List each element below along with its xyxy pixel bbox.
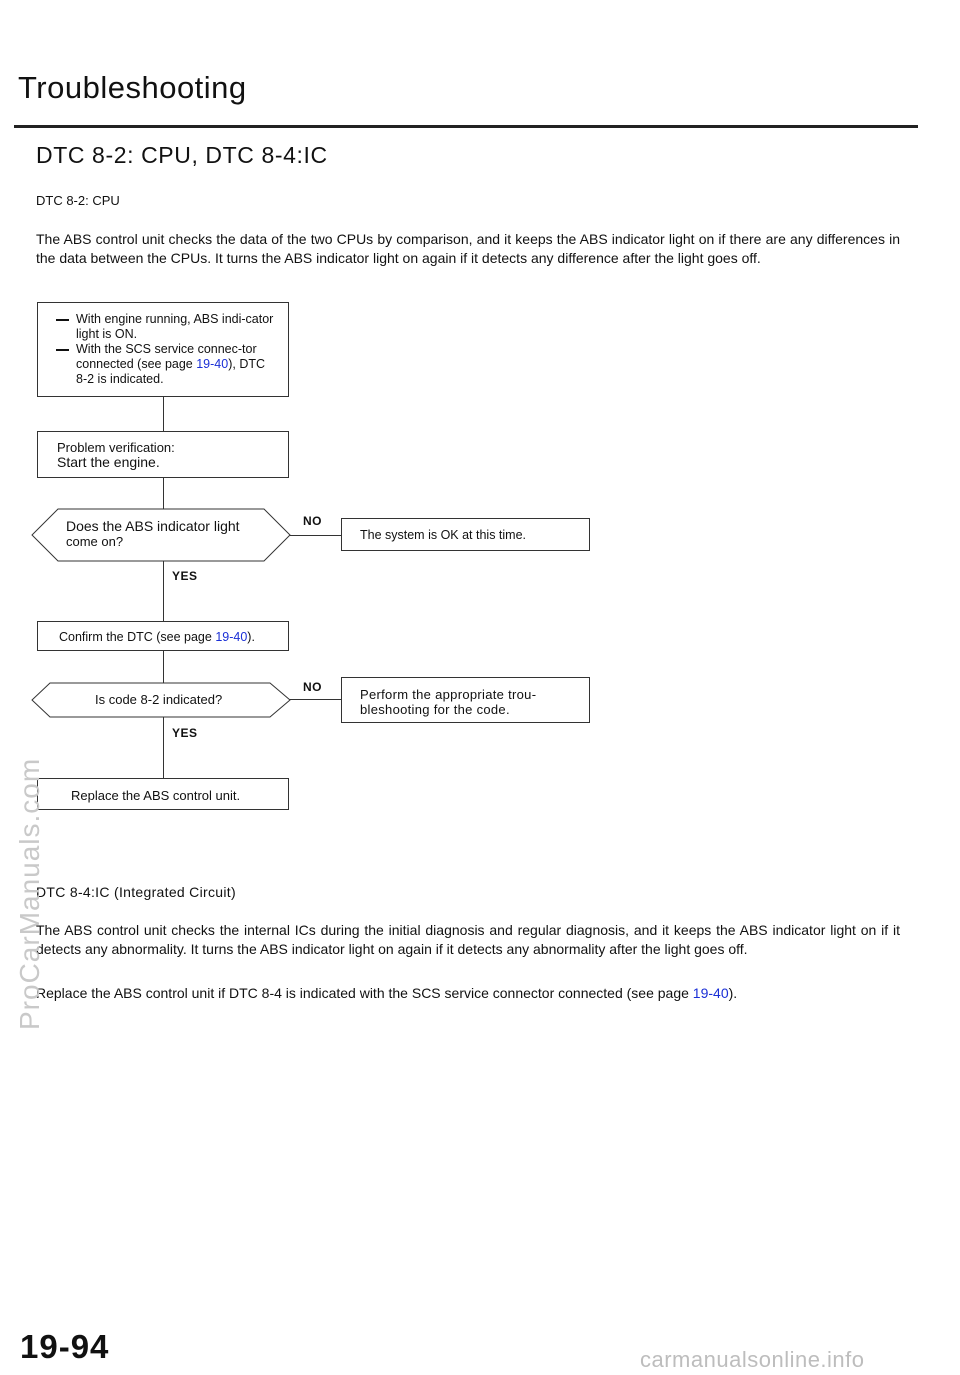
appropriate-troubleshooting-box (341, 677, 590, 723)
replace-unit-box (37, 778, 289, 810)
no-label-2: NO (303, 680, 322, 694)
start-condition-2-tail: ), DTC 8-2 is indicated. (76, 357, 266, 386)
dtc-8-4-label: DTC 8-4:IC (Integrated Circuit) (36, 884, 236, 900)
confirm-dtc-box (37, 621, 289, 651)
dtc-8-2-description: The ABS control unit checks the data of the two CPUs by comparison, and it keeps the ABS indicator light on if there are any differences in the data between the CPUs. It turns the ABS indicator light on again if it detects any difference after the light goes off. (36, 231, 900, 266)
start-condition-1: With engine running, ABS indi-cator light is ON. (56, 312, 278, 342)
flow-connector (163, 478, 164, 511)
page-number: 19-94 (20, 1328, 110, 1365)
start-condition-2 (56, 342, 278, 387)
decision-question-1-line1: Does the ABS indicator light (66, 518, 240, 534)
appropriate-troubleshooting-text: Perform the appropriate trou-bleshooting for the code. (360, 687, 537, 717)
start-condition-2-text: With the SCS service connec-tor connected (see page (76, 342, 257, 371)
problem-verification-box (37, 431, 289, 478)
dtc-8-4-description: The ABS control unit checks the internal ICs during the initial diagnosis and regular diagnosis, and it keeps the ABS indicator light on if it detects any abnormality. It turns the ABS indicator light on again if it detects any abnormality after the light goes off. (36, 922, 900, 957)
yes-label-2: YES (172, 726, 198, 740)
confirm-dtc-tail: ). (247, 630, 255, 644)
replace-unit-text: Replace the ABS control unit. (71, 788, 241, 803)
flow-connector (163, 397, 164, 431)
confirm-dtc-text: Confirm the DTC (see page (59, 630, 216, 644)
flow-connector (163, 717, 164, 778)
page-link-19-40[interactable]: 19-40 (692, 985, 729, 1001)
replace-instruction-tail: ). (728, 985, 738, 1001)
flow-connector (289, 535, 341, 536)
dtc-8-4-replace-instruction (36, 984, 900, 1003)
watermark-left: ProCarManuals.com (14, 757, 45, 1030)
decision-question-2: Is code 8-2 indicated? (95, 692, 223, 707)
no-label-1: NO (303, 514, 322, 528)
decision-question-1-line2: come on? (66, 534, 124, 549)
page-link-19-40[interactable]: 19-40 (215, 630, 248, 644)
page-title: Troubleshooting (18, 70, 247, 105)
system-ok-text: The system is OK at this time. (360, 528, 527, 542)
watermark-bottom: carmanualsonline.info (640, 1347, 865, 1372)
yes-label-1: YES (172, 569, 198, 583)
title-divider (14, 125, 918, 128)
flow-connector (289, 699, 341, 700)
system-ok-box (341, 518, 590, 551)
flow-connector (163, 561, 164, 621)
flow-connector (163, 651, 164, 684)
decision-question-1 (66, 518, 240, 550)
verification-label: Problem verification: (57, 440, 175, 455)
dtc-8-2-label: DTC 8-2: CPU (36, 193, 120, 208)
page-link-19-40[interactable]: 19-40 (196, 357, 229, 371)
verification-action: Start the engine. (57, 454, 160, 470)
section-title: DTC 8-2: CPU, DTC 8-4:IC (36, 142, 328, 168)
replace-instruction-text: Replace the ABS control unit if DTC 8-4 is indicated with the SCS service connector connected (see page (36, 985, 693, 1001)
flow-start-box (37, 302, 289, 397)
